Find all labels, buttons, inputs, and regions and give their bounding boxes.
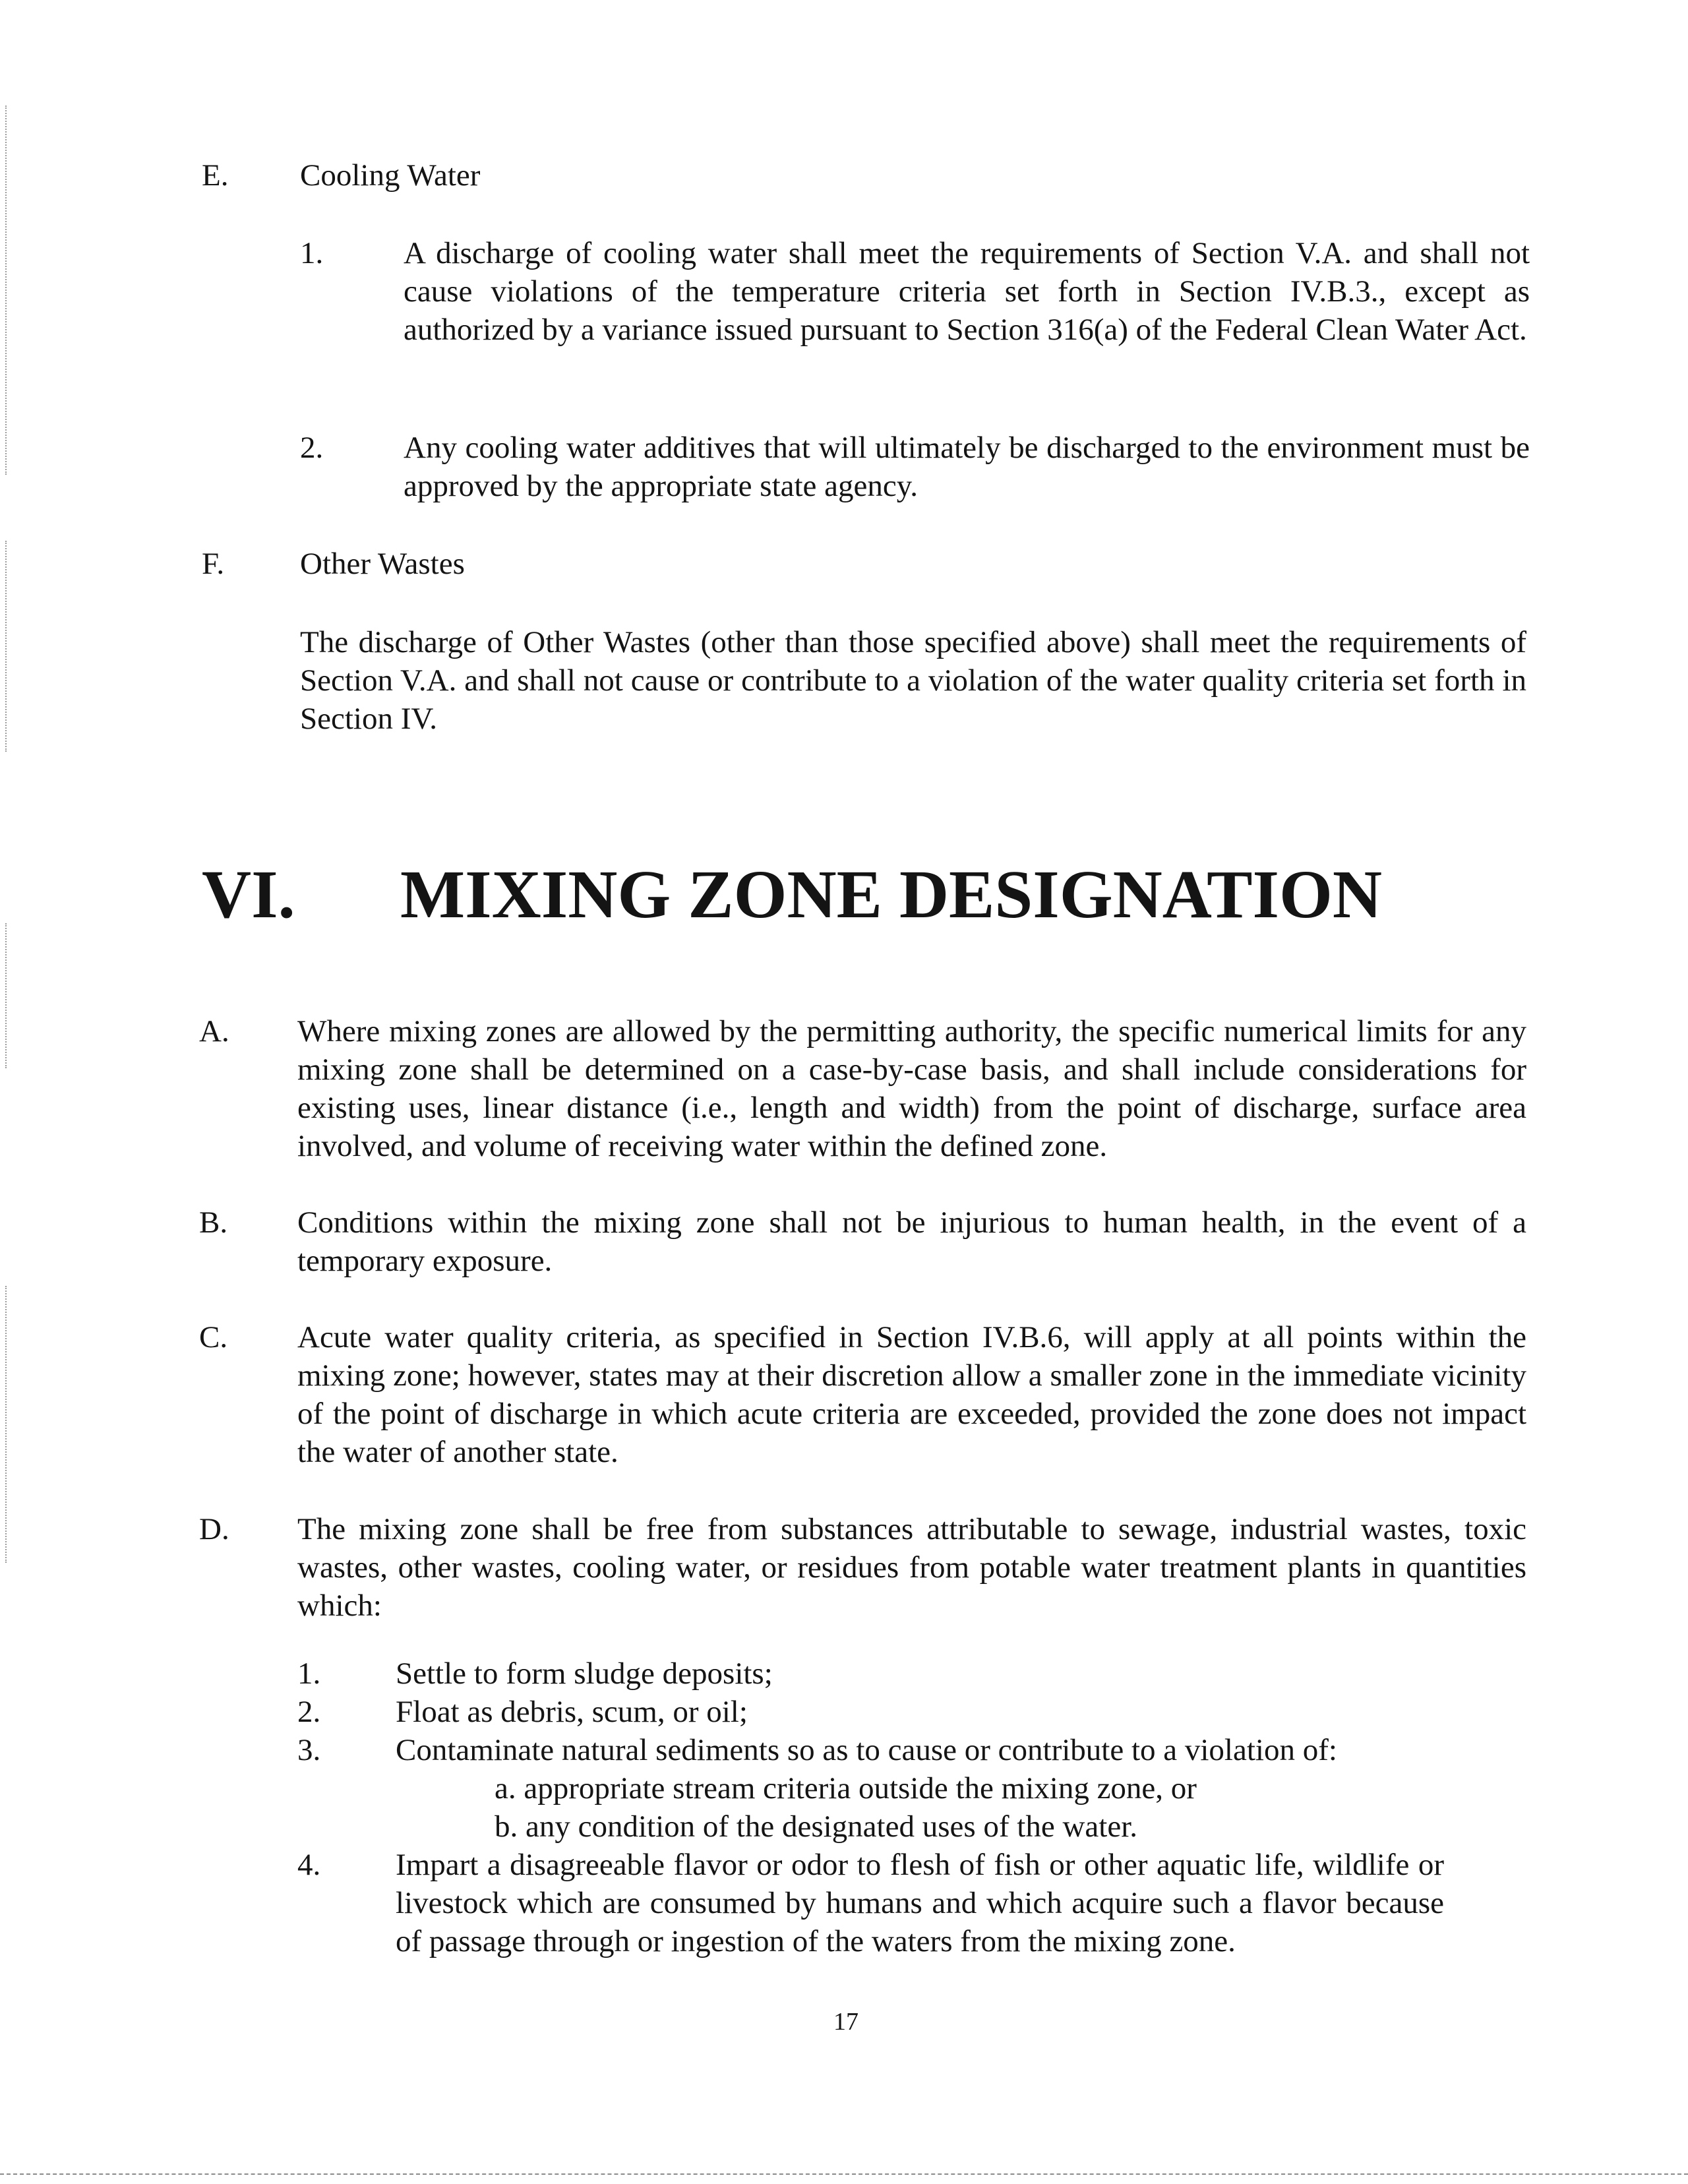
list-item-text: Impart a disagreeable flavor or odor to flesh of fish or other aquatic life, wildlife or livestock which are consumed by humans and which acquire such a flavor because of passage through or ingestion of the waters from the mixing zone.: [396, 1848, 1444, 1958]
list-item-text: Float as debris, scum, or oil;: [396, 1695, 748, 1729]
list-item-text: Contaminate natural sediments so as to cause or contribute to a violation of:: [396, 1733, 1337, 1767]
paragraph-letter: B.: [199, 1205, 228, 1240]
paragraph-text: Where mixing zones are allowed by the permitting authority, the specific numerical limits for any mixing zone shall be determined on a case-by-case basis, and shall include considerations for existing uses, linear distance (i.e., length and width) from the point of discharge, surface area involved, and volume of receiving water within the defined zone.: [297, 1014, 1526, 1163]
scan-edge-marks: [5, 1286, 11, 1563]
chapter-title: MIXING ZONE DESIGNATION: [400, 857, 1382, 932]
section-e-letter: E.: [202, 158, 229, 193]
scan-edge-marks: [5, 106, 11, 475]
page-number: 17: [833, 2008, 859, 2036]
section-e-title: Cooling Water: [300, 158, 481, 193]
list-item-number: 2.: [297, 1695, 321, 1729]
item-text: Any cooling water additives that will ultimately be discharged to the environment must be approved by the appropriate state agency.: [404, 431, 1530, 503]
list-item-number: 4.: [297, 1848, 321, 1882]
list-item-text: Settle to form sludge deposits;: [396, 1656, 773, 1691]
sublist-item: a. appropriate stream criteria outside the mixing zone, or: [495, 1771, 1197, 1805]
paragraph-letter: A.: [199, 1014, 229, 1048]
section-f-letter: F.: [202, 547, 225, 581]
item-number: 2.: [300, 431, 324, 465]
scan-edge-marks: [5, 541, 11, 752]
scan-bottom-line: [0, 2173, 1688, 2176]
paragraph-letter: C.: [199, 1320, 228, 1354]
paragraph-text: Acute water quality criteria, as specified in Section IV.B.6, will apply at all points within the mixing zone; however, states may at their discretion allow a smaller zone in the immediate vicinity of the point of discharge in which acute criteria are exceeded, provided the zone does not impact the water of another state.: [297, 1320, 1526, 1469]
scan-edge-marks: [5, 923, 11, 1068]
section-f-title: Other Wastes: [300, 547, 465, 581]
item-text: A discharge of cooling water shall meet the requirements of Section V.A. and shall not cause violations of the temperature criteria set forth in Section IV.B.3., except as authorized by a variance issued pursuant to Section 316(a) of the Federal Clean Water Act.: [404, 236, 1530, 347]
sublist-item: b. any condition of the designated uses of the water.: [495, 1809, 1137, 1844]
paragraph-text: The mixing zone shall be free from substances attributable to sewage, industrial wastes, toxic wastes, other wastes, cooling water, or residues from potable water treatment plants in quantities which:: [297, 1512, 1526, 1623]
section-f-text: The discharge of Other Wastes (other than those specified above) shall meet the requirements of Section V.A. and shall not cause or contribute to a violation of the water quality criteria set forth in Section IV.: [300, 625, 1526, 736]
list-item-number: 3.: [297, 1733, 321, 1767]
list-item-number: 1.: [297, 1656, 321, 1691]
item-number: 1.: [300, 236, 324, 270]
paragraph-letter: D.: [199, 1512, 229, 1546]
chapter-numeral: VI.: [202, 857, 295, 932]
paragraph-text: Conditions within the mixing zone shall not be injurious to human health, in the event of a temporary exposure.: [297, 1205, 1526, 1278]
